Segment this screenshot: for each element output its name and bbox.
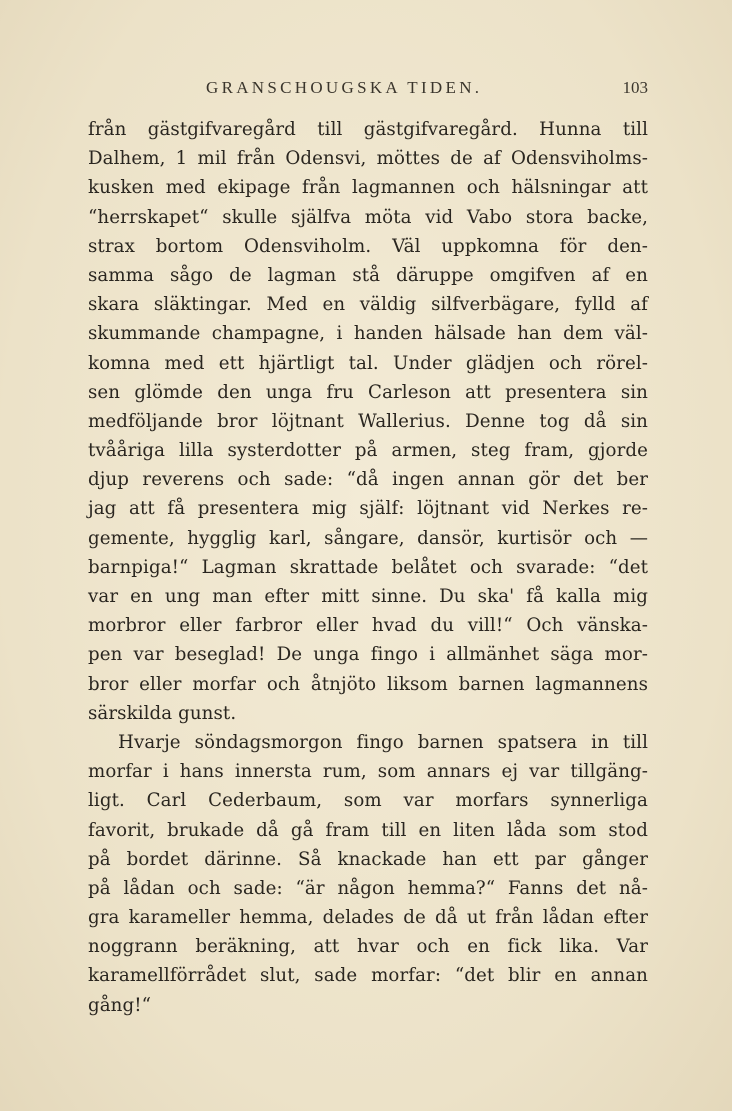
text-line: pen var beseglad! De unga fingo i allmänhet säga mor- [88, 644, 648, 666]
text-line: tvååriga lilla systerdotter på armen, steg fram, gjorde [88, 440, 648, 462]
paragraph-end-line: särskilda gunst. [88, 702, 237, 724]
text-line: gra karameller hemma, delades de då ut från lådan efter [88, 907, 648, 929]
paragraph-end-line: gång!“ [88, 994, 152, 1016]
page-number: 103 [622, 78, 648, 97]
text-line: morfar i hans innersta rum, som annars ej var tillgäng- [88, 761, 648, 783]
text-line: bror eller morfar och åtnjöto liksom barnen lagmannens [88, 673, 648, 695]
page-header [88, 78, 648, 104]
body-text [88, 115, 648, 1020]
text-line: karamellförrådet slut, sade morfar: “det blir en annan [88, 965, 648, 987]
text-line: barnpiga!“ Lagman skrattade belåtet och svarade: “det [88, 556, 648, 578]
text-line: djup reverens och sade: “då ingen annan gör det ber [88, 469, 648, 491]
text-line: jag att få presentera mig själf: löjtnant vid Nerkes re- [88, 498, 648, 520]
text-line: kusken med ekipage från lagmannen och hälsningar att [88, 177, 648, 199]
running-title: GRANSCHOUGSKA TIDEN. [206, 78, 483, 97]
text-line: morbror eller farbror eller hvad du vill!“ Och vänska- [88, 615, 648, 637]
text-line: “herrskapet“ skulle själfva möta vid Vabo stora backe, [88, 206, 648, 228]
text-line: gemente, hygglig karl, sångare, dansör, kurtisör och — [88, 527, 648, 549]
text-line: från gästgifvaregård till gästgifvaregård. Hunna till [88, 119, 648, 140]
text-line: skara släktingar. Med en väldig silfverbägare, fylld af [88, 294, 648, 316]
text-line: ligt. Carl Cederbaum, som var morfars synnerliga [88, 790, 648, 812]
text-line: favorit, brukade då gå fram till en liten låda som stod [88, 819, 648, 841]
text-line: sen glömde den unga fru Carleson att presentera sin [88, 381, 648, 403]
paragraph-start-line: Hvarje söndagsmorgon fingo barnen spatsera in till [118, 731, 648, 753]
text-line: var en ung man efter mitt sinne. Du ska' få kalla mig [88, 586, 648, 607]
text-line: komna med ett hjärtligt tal. Under glädjen och rörel- [88, 352, 648, 374]
text-line: samma sågo de lagman stå däruppe omgifven af en [88, 264, 648, 286]
text-line: skummande champagne, i handen hälsade han dem väl- [88, 323, 648, 345]
text-line: strax bortom Odensviholm. Väl uppkomna för den- [88, 235, 648, 257]
text-line: Dalhem, 1 mil från Odensvi, möttes de af Odensviholms- [88, 148, 648, 170]
text-line: noggrann beräkning, att hvar och en fick lika. Var [88, 936, 648, 958]
text-line: på lådan och sade: “är någon hemma?“ Fanns det nå- [88, 877, 648, 899]
text-line: på bordet därinne. Så knackade han ett par gånger [88, 848, 648, 870]
text-line: medföljande bror löjtnant Wallerius. Denne tog då sin [88, 410, 648, 432]
